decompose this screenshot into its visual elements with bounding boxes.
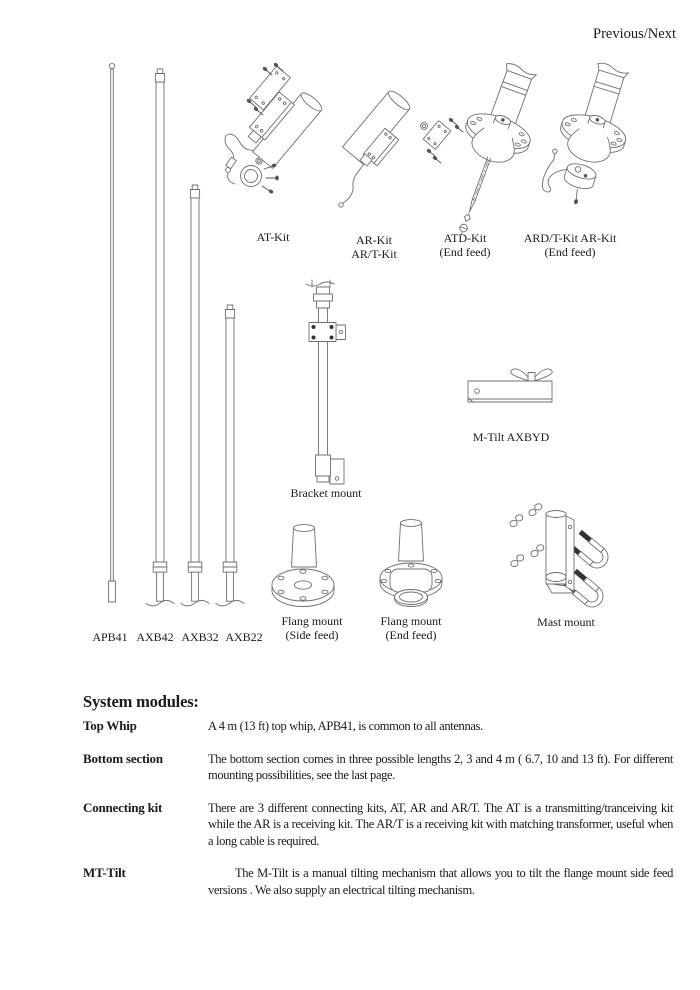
module-term: Connecting kit: [83, 799, 163, 815]
label-flang-side-line1: Flang mount: [281, 614, 343, 628]
mast-mount-nuts: [508, 503, 545, 567]
label-flang-end-line2: (End feed): [385, 628, 437, 642]
label-bracket-mount: Bracket mount: [290, 486, 362, 500]
m-tilt-drawing: [468, 369, 552, 402]
label-ardt-kit-line1: ARD/T-Kit AR-Kit: [523, 231, 617, 245]
flange-mount-end-feed-drawing: [380, 520, 442, 607]
at-kit-drawing: [225, 63, 324, 194]
module-description: There are 3 different connecting kits, AT, AR and AR/T. The AT is a transmitting/tranceiving kit while the AR is a receiving kit. The AR/T is a receiving kit with matching transformer, useful when a long cable is required.: [208, 800, 673, 848]
module-row-mt-tilt: [83, 865, 675, 898]
label-atd-kit-line2: (End feed): [439, 245, 491, 259]
label-flang-mount-side: [281, 614, 342, 642]
module-term: Bottom section: [83, 750, 163, 766]
label-m-tilt: M-Tilt AXBYD: [472, 430, 550, 444]
ar-kit-nut: [419, 121, 429, 131]
ar-kit-drawing: [339, 88, 463, 207]
label-ar-kit-line1: AR-Kit: [356, 233, 392, 247]
bracket-mount-drawing: [306, 280, 346, 484]
label-atd-kit-line1: ATD-Kit: [443, 231, 487, 245]
label-flang-end-line1: Flang mount: [380, 614, 442, 628]
previous-next-link[interactable]: Previous/Next: [593, 26, 676, 42]
module-description: The M-Tilt is a manual tilting mechanism that allows you to tilt the flange mount side feed versions . We also supply an electrical tilting mechanism.: [208, 866, 673, 897]
module-description: The bottom section comes in three possible lengths 2, 3 and 4 m ( 6.7, 10 and 13 ft). For different mounting possibilities, see the last page.: [208, 751, 673, 782]
axb42-bottom-section-drawing: [146, 69, 174, 606]
ardt-kit-drawing: [539, 56, 645, 213]
module-description: A 4 m (13 ft) top whip, APB41, is common to all antennas.: [208, 719, 483, 733]
flange-mount-side-feed-drawing: [272, 525, 334, 607]
label-ar-kit-line2: AR/T-Kit: [351, 247, 397, 261]
mast-mount-drawing: [508, 503, 612, 611]
label-mast-mount: Mast mount: [537, 615, 595, 629]
label-pole-apb41: APB41: [92, 630, 128, 644]
label-ardt-kit-line2: (End feed): [544, 245, 596, 259]
module-row-top-whip: [83, 718, 675, 735]
system-modules-section: [83, 692, 675, 914]
mast-mount-channel: [546, 511, 574, 594]
module-row-connecting-kit: [83, 800, 675, 850]
label-atd-kit: [440, 231, 491, 259]
apb41-top-whip-drawing: [109, 63, 116, 602]
label-flang-mount-end: [380, 614, 441, 642]
label-at-kit: AT-Kit: [256, 230, 290, 244]
axb32-bottom-section-drawing: [181, 185, 209, 606]
module-term: MT-Tilt: [83, 865, 126, 880]
axb22-bottom-section-drawing: [216, 305, 244, 606]
label-pole-axb42: AXB42: [136, 630, 174, 644]
label-pole-axb32: AXB32: [181, 630, 219, 644]
section-heading: System modules:: [83, 692, 199, 711]
label-ar-kit: [351, 233, 397, 261]
module-row-bottom-section: [83, 751, 675, 784]
label-ardt-kit: [524, 231, 617, 259]
label-flang-side-line2: (Side feed): [285, 628, 339, 642]
label-pole-axb22: AXB22: [225, 630, 263, 644]
module-term: Top Whip: [83, 718, 137, 733]
atd-kit-drawing: [430, 56, 553, 246]
